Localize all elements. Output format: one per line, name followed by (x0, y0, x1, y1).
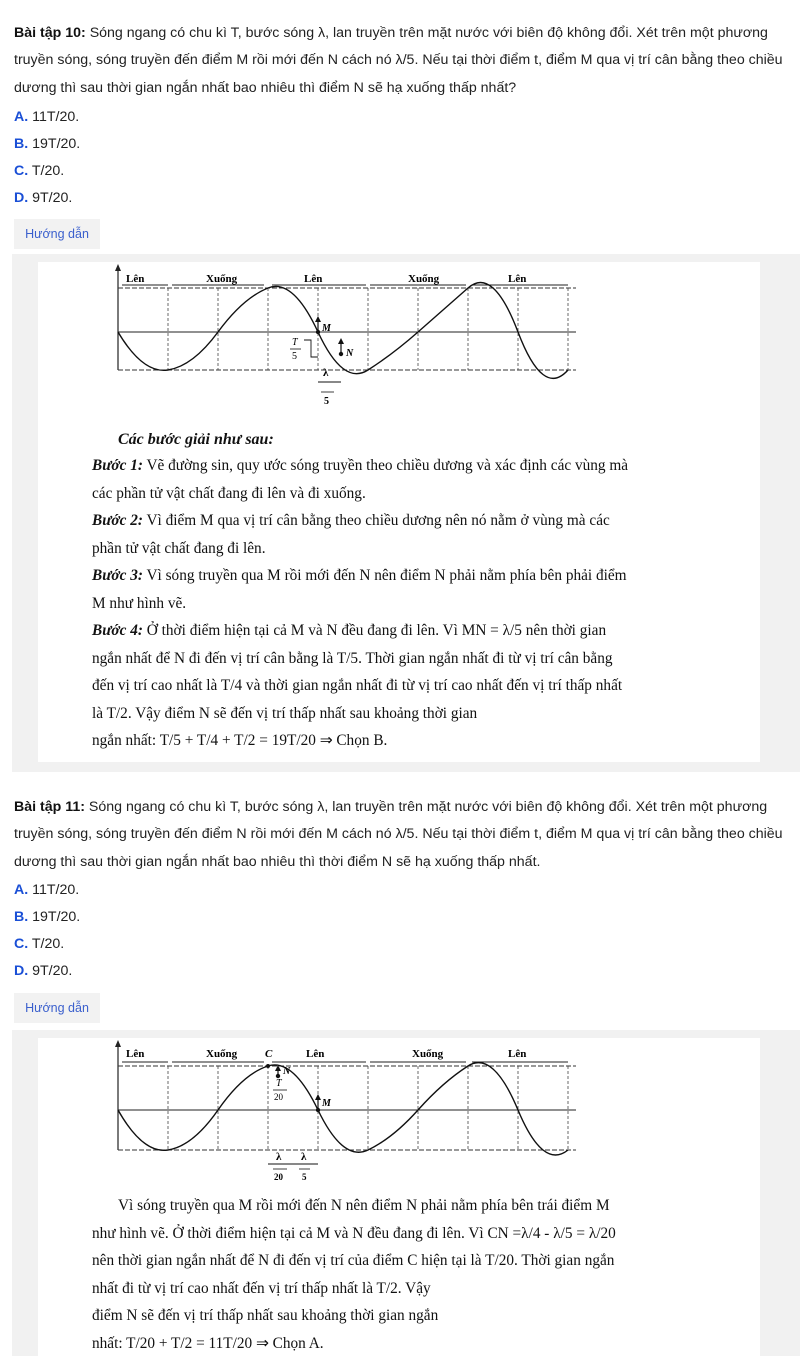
solution-11-line-5: điểm N sẽ đến vị trí thấp nhất sau khoảng thời gian ngắn (92, 1302, 742, 1330)
option-text: T/20. (28, 936, 64, 952)
solution-title: Các bước giải như sau: (118, 431, 274, 448)
exercise-10-option-d (14, 188, 72, 208)
solution-10-title (118, 426, 758, 454)
lambda20-denominator: 20 (274, 1172, 284, 1182)
label-n: N (282, 1066, 291, 1077)
label-up-2: Lên (306, 1048, 324, 1060)
lambda20-numerator: λ (276, 1151, 282, 1163)
lambda5-denominator: 5 (302, 1172, 307, 1182)
point-n (339, 352, 343, 356)
m-arrowhead (315, 316, 321, 322)
step-4-line-2: ngắn nhất để N đi đến vị trí cân bằng là T/5. Thời gian ngắn nhất đi từ vị trí cân bằng (92, 645, 732, 673)
exercise-11-text: Sóng ngang có chu kì T, bước sóng λ, lan truyền trên mặt nước với biên độ không đổi. Xét trên một phương truyền sóng, sóng truyền đến điểm N rồi mới đến M cách nó λ/5. Nếu tại thời điểm t, điểm M qua vị trí cân bằng theo chiều dương thì sau thời gian ngắn nhất bao nhiêu thì thời điểm N sẽ hạ xuống thấp nhất. (14, 799, 783, 870)
step-3-text: Vì sóng truyền qua M rồi mới đến N nên điểm N phải nằm phía bên phải điểm (143, 567, 627, 584)
step-4-line-3: đến vị trí cao nhất là T/4 và thời gian ngắn nhất đi từ vị trí cao nhất đến vị trí thấp nhất (92, 672, 732, 700)
exercise-10-option-a (14, 107, 79, 127)
step-4-text: Ở thời điểm hiện tại cả M và N đều đang đi lên. Vì MN = λ/5 nên thời gian (143, 622, 606, 639)
step-4-line-1 (92, 617, 732, 645)
solution-10-steps (92, 452, 732, 755)
step-3-label: Bước 3: (92, 567, 143, 584)
label-n: N (345, 348, 354, 359)
label-up-3: Lên (508, 273, 526, 285)
step-1-line-2: các phần tử vật chất đang đi lên và đi xuống. (92, 480, 732, 508)
solution-11-line-6: nhất: T/20 + T/2 = 11T/20 ⇒ Chọn A. (92, 1330, 742, 1357)
exercise-10-question (14, 20, 794, 102)
label-down-1: Xuống (206, 273, 238, 285)
option-text: 11T/20. (28, 882, 79, 898)
step-2-line-2: phần tử vật chất đang đi lên. (92, 535, 732, 563)
y-axis-arrow (115, 1040, 121, 1047)
lambda5-numerator: λ (323, 367, 329, 379)
y-axis-arrow (115, 264, 121, 271)
step-2-line-1 (92, 507, 732, 535)
option-text: 19T/20. (28, 909, 80, 925)
n-arrowhead (338, 338, 344, 344)
solution-11-line-3: nên thời gian ngắn nhất để N đi đến vị trí của điểm C hiện tại là T/20. Thời gian ngắn (92, 1247, 742, 1275)
option-letter: C. (14, 163, 28, 179)
exercise-10-option-b (14, 134, 80, 154)
label-up-2: Lên (304, 273, 322, 285)
t20-numerator: T (276, 1078, 283, 1089)
step-4-line-4: là T/2. Vậy điểm N sẽ đến vị trí thấp nhất sau khoảng thời gian (92, 700, 732, 728)
exercise-10-guide-button[interactable]: Hướng dẫn (14, 219, 100, 249)
label-down-1: Xuống (206, 1048, 238, 1060)
t5-denominator: 5 (292, 351, 297, 362)
sine-wave (118, 283, 568, 379)
exercise-10-wave-figure (108, 262, 598, 422)
exercise-11-question (14, 794, 794, 876)
step-4-line-5: ngắn nhất: T/5 + T/4 + T/2 = 19T/20 ⇒ Chọn B. (92, 727, 732, 755)
option-letter: B. (14, 136, 28, 152)
t5-numerator: T (292, 337, 299, 348)
option-text: 19T/20. (28, 136, 80, 152)
m-arrowhead (315, 1094, 321, 1100)
label-m: M (321, 1098, 332, 1109)
step-2-text: Vì điểm M qua vị trí cân bằng theo chiều dương nên nó nằm ở vùng mà các (143, 512, 610, 529)
option-letter: D. (14, 190, 28, 206)
option-letter: D. (14, 963, 28, 979)
solution-11-line-2: như hình vẽ. Ở thời điểm hiện tại cả M và N đều đang đi lên. Vì CN =λ/4 - λ/5 = λ/20 (92, 1220, 742, 1248)
exercise-10-option-c (14, 161, 64, 181)
exercise-10-label: Bài tập 10: (14, 25, 86, 41)
step-3-line-2: M như hình vẽ. (92, 590, 732, 618)
point-m (316, 330, 320, 334)
solution-11-line-4: nhất đi từ vị trí cao nhất đến vị trí thấp nhất là T/2. Vậy (92, 1275, 742, 1303)
option-letter: B. (14, 909, 28, 925)
step-4-label: Bước 4: (92, 622, 143, 639)
label-down-2: Xuống (408, 273, 440, 285)
exercise-11-option-c (14, 934, 64, 954)
point-c (266, 1064, 270, 1068)
label-m: M (321, 323, 332, 334)
option-letter: A. (14, 882, 28, 898)
label-up-3: Lên (508, 1048, 526, 1060)
lambda5-numerator: λ (301, 1151, 307, 1163)
label-down-2: Xuống (412, 1048, 444, 1060)
step-1-label: Bước 1: (92, 457, 143, 474)
option-text: 11T/20. (28, 109, 79, 125)
label-c: C (265, 1048, 273, 1060)
exercise-11-option-d (14, 961, 72, 981)
exercise-11-label: Bài tập 11: (14, 799, 85, 815)
step-1-line-1 (92, 452, 732, 480)
exercise-10-text: Sóng ngang có chu kì T, bước sóng λ, lan truyền trên mặt nước với biên độ không đổi. Xét trên một phương truyền sóng, sóng truyền đến điểm M rồi mới đến N cách nó λ/5. Nếu tại thời điểm t, điểm M qua vị trí cân bằng theo chiều dương thì sau thời gian ngắn nhất bao nhiêu thì điểm N sẽ hạ xuống thấp nhất? (14, 25, 783, 96)
solution-11-text (92, 1192, 742, 1357)
exercise-11-option-b (14, 907, 80, 927)
exercise-11-option-a (14, 880, 79, 900)
point-m (316, 1108, 320, 1112)
lambda5-denominator: 5 (324, 396, 329, 407)
label-up-1: Lên (126, 273, 144, 285)
t20-denominator: 20 (274, 1092, 284, 1102)
option-letter: C. (14, 936, 28, 952)
step-2-label: Bước 2: (92, 512, 143, 529)
exercise-11-guide-button[interactable]: Hướng dẫn (14, 993, 100, 1023)
sine-wave (118, 1063, 568, 1155)
option-letter: A. (14, 109, 28, 125)
solution-11-line-1: Vì sóng truyền qua M rồi mới đến N nên điểm N phải nằm phía bên trái điểm M (92, 1192, 742, 1220)
step-3-line-1 (92, 562, 732, 590)
exercise-11-wave-figure (108, 1038, 598, 1188)
t5-bracket (304, 340, 318, 357)
option-text: 9T/20. (28, 963, 72, 979)
label-up-1: Lên (126, 1048, 144, 1060)
option-text: T/20. (28, 163, 64, 179)
step-1-text: Vẽ đường sin, quy ước sóng truyền theo chiều dương và xác định các vùng mà (143, 457, 628, 474)
option-text: 9T/20. (28, 190, 72, 206)
